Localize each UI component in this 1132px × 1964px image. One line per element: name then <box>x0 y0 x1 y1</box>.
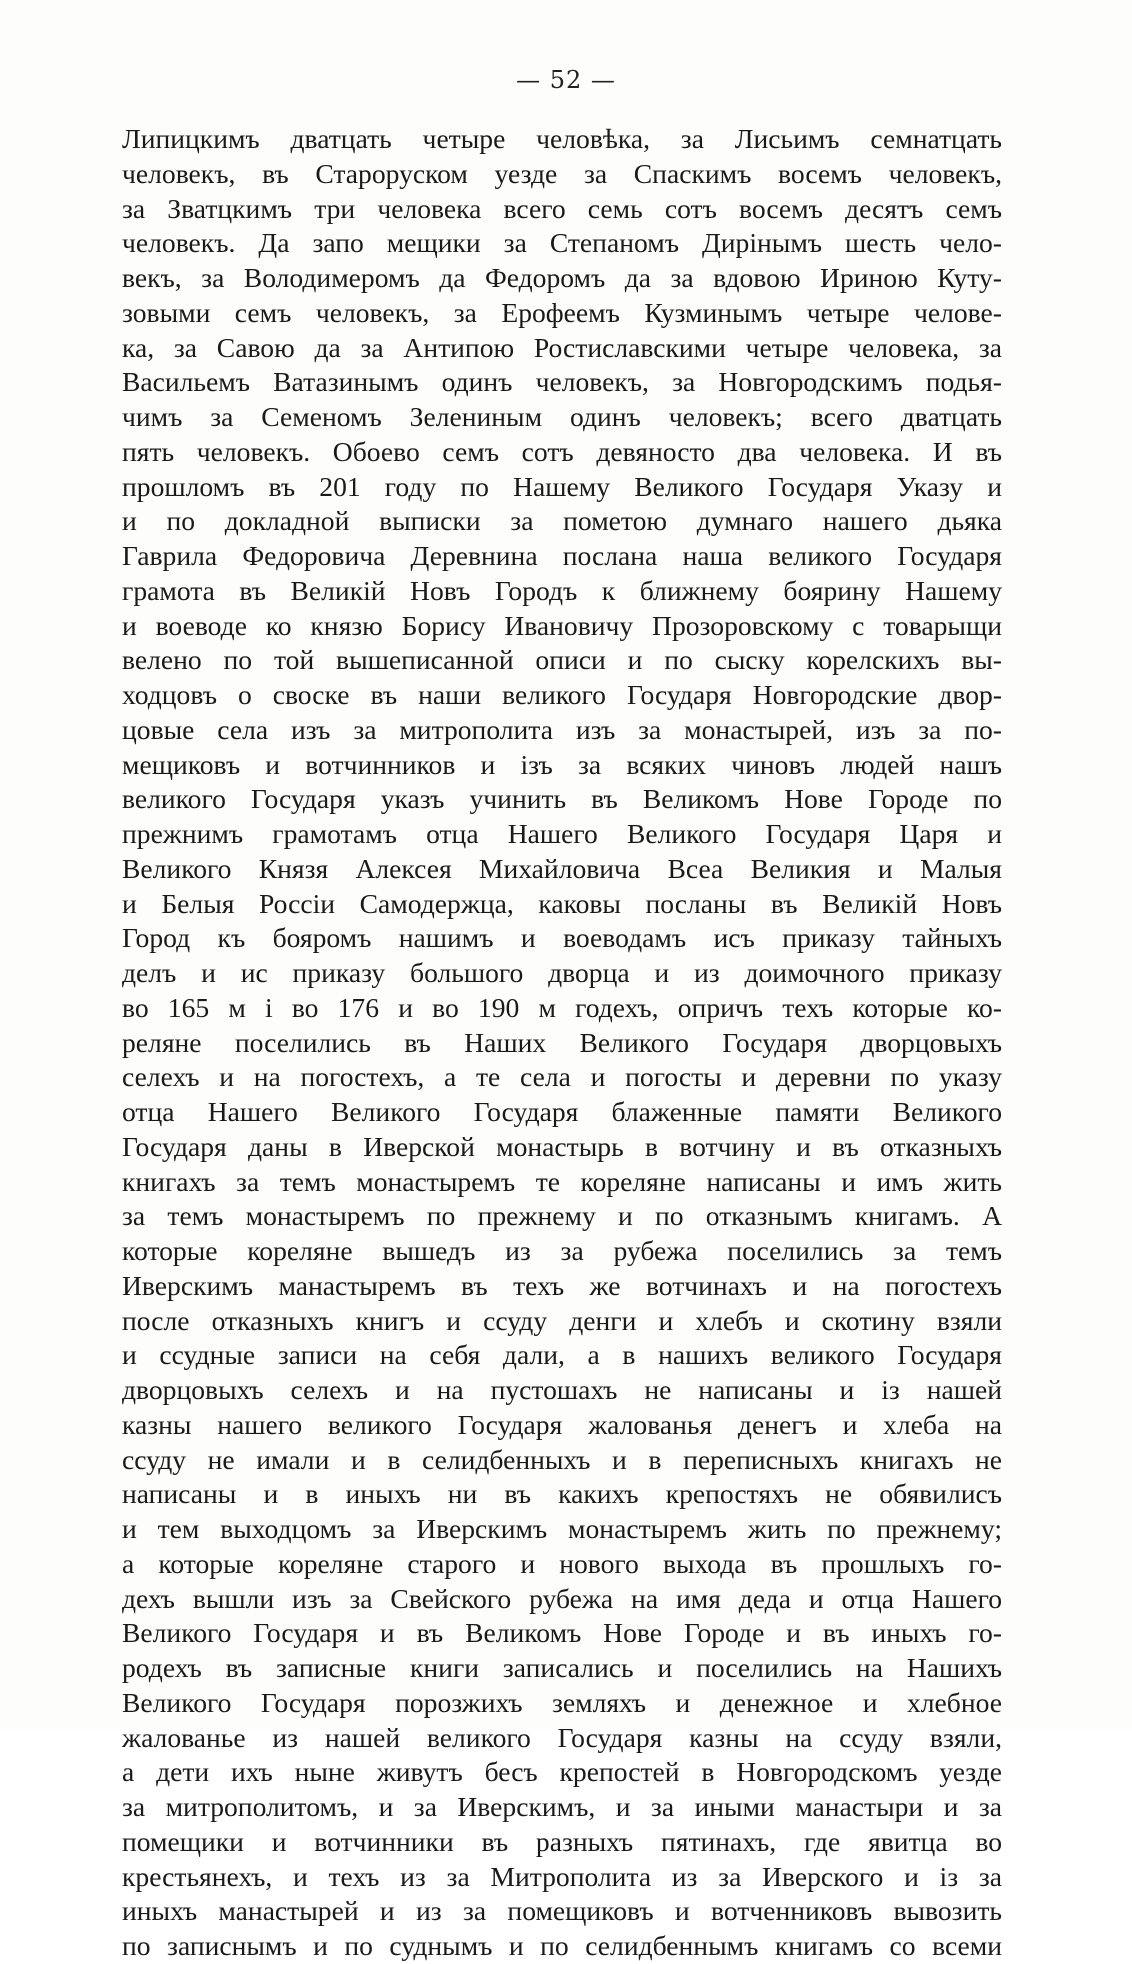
page-number: — 52 — <box>516 66 616 94</box>
text-line: и ссудные записи на себя дали, а в нашихъ великого Государя <box>122 1339 1002 1371</box>
text-line: зовыми семъ человекъ, за Ерофеемъ Кузминымъ четыре челове- <box>122 296 1002 328</box>
text-line: Город къ бояромъ нашимъ и воеводамъ исъ приказу тайныхъ <box>122 922 1002 954</box>
text-line: крестьянехъ, и техъ из за Митрополита из за Иверского и iз за <box>122 1860 1002 1892</box>
text-line: ходцовъ о своске въ наши великого Государя Новгородские двор- <box>122 679 1002 710</box>
text-line: Иверскимъ манастыремъ въ техъ же вотчинахъ и на погостехъ <box>122 1269 1002 1301</box>
text-line: после отказныхъ книгъ и ссуду денги и хлебъ и скотину взяли <box>122 1304 1002 1336</box>
text-line: прошломъ въ 201 году по Нашему Великого Государя Указу и <box>122 470 1002 502</box>
text-line: ссуду не имали и в селидбенныхъ и в переписныхъ книгахъ не <box>122 1443 1002 1475</box>
text-line: человекъ, въ Староруском уезде за Спаскимъ восемъ человекъ, <box>122 157 1002 189</box>
text-line: во 165 м i во 176 и во 190 м годехъ, опричъ техъ которые ко- <box>122 991 1002 1023</box>
text-line: и тем выходцомъ за Иверскимъ монастыремъ жить по прежнему; <box>122 1513 1002 1544</box>
text-line: делъ и ис приказу большого дворца и из доимочного приказу <box>122 957 1002 988</box>
text-line: мещиковъ и вотчинников и iзъ за всяких чиновъ людей нашъ <box>122 748 1002 780</box>
text-line: а которые кореляне старого и нового выхода въ прошлыхъ го- <box>122 1547 1002 1579</box>
text-line: прежнимъ грамотамъ отца Нашего Великого Государя Царя и <box>122 818 1002 849</box>
text-line: грамота въ Великiй Новъ Городъ к ближнему боярину Нашему <box>122 574 1002 606</box>
text-line: великого Государя указъ учинить въ Великомъ Нове Городе по <box>122 783 1002 815</box>
text-line: помещики и вотчинники въ разныхъ пятинахъ, где явитца во <box>122 1825 1002 1857</box>
text-line: ка, за Савою да за Антипою Ростиславскими четыре человека, за <box>122 331 1002 363</box>
text-line: чимъ за Семеномъ Зелениным одинъ человекъ; всего дватцать <box>122 401 1002 432</box>
text-line: Государя даны в Иверской монастырь в вотчину и въ отказныхъ <box>122 1130 1002 1162</box>
body-text <box>122 122 1002 1964</box>
text-line: казны нашего великого Государя жалованья денегъ и хлеба на <box>122 1408 1002 1440</box>
text-line: Васильемъ Ватазинымъ одинъ человекъ, за Новгородскимъ подья- <box>122 366 1002 398</box>
text-line: велено по той вышеписанной описи и по сыску корелскихъ вы- <box>122 644 1002 676</box>
text-line: и по докладной выписки за пометою думнаго нашего дьяка <box>122 505 1002 537</box>
text-line: и Белыя Россiи Самодержца, каковы посланы въ Великiй Новъ <box>122 887 1002 919</box>
text-line: человекъ. Да запо мещики за Степаномъ Дирiнымъ шесть чело- <box>122 227 1002 259</box>
text-line: Липицкимъ дватцать четыре человѣка, за Лисьимъ семнатцать <box>122 123 1002 154</box>
text-line: за темъ монастыремъ по прежнему и по отказнымъ книгамъ. А <box>122 1200 1002 1232</box>
text-line: дехъ вышли изъ за Свейского рубежа на имя деда и отца Нашего <box>122 1582 1002 1614</box>
text-line: реляне поселились въ Наших Великого Государя дворцовыхъ <box>122 1026 1002 1058</box>
text-line: Великого Государя порозжихъ земляхъ и денежное и хлебное <box>122 1686 1002 1718</box>
text-line: за Зватцкимъ три человека всего семь сотъ восемъ десятъ семъ <box>122 192 1002 224</box>
text-line: книгахъ за темъ монастыремъ те кореляне написаны и имъ жить <box>122 1165 1002 1197</box>
text-line: жалованье из нашей великого Государя казны на ссуду взяли, <box>122 1721 1002 1753</box>
text-line: написаны и в иныхъ ни въ какихъ крепостяхъ не обявилисъ <box>122 1478 1002 1510</box>
text-line: дворцовыхъ селехъ и на пустошахъ не написаны и iз нашей <box>122 1374 1002 1405</box>
text-line: Великого Государя и въ Великомъ Нове Городе и въ иныхъ го- <box>122 1617 1002 1649</box>
text-line: которые кореляне вышедъ из за рубежа поселились за темъ <box>122 1235 1002 1266</box>
text-line: и воеводе ко князю Борису Ивановичу Прозоровскому с товарыщи <box>122 609 1002 641</box>
text-line: иныхъ манастырей и из за помещиковъ и вотченниковъ вывозить <box>122 1895 1002 1927</box>
text-line: векъ, за Володимеромъ да Федоромъ да за вдовою Ириною Куту- <box>122 262 1002 293</box>
text-line: Великого Князя Алексея Михайловича Всеа Великия и Малыя <box>122 852 1002 884</box>
text-line: селехъ и на погостехъ, а те села и погосты и деревни по указу <box>122 1061 1002 1093</box>
text-line: отца Нашего Великого Государя блаженные памяти Великого <box>122 1096 1002 1127</box>
text-line: пять человекъ. Обоево семъ сотъ девяносто два человека. И въ <box>122 435 1002 467</box>
text-line: Гаврила Федоровича Деревнина послана наша великого Государя <box>122 540 1002 571</box>
text-line: родехъ въ записные книги записались и поселились на Нашихъ <box>122 1652 1002 1683</box>
text-line: цовые села изъ за митрополита изъ за монастырей, изъ за по- <box>122 713 1002 745</box>
text-line: за митрополитомъ, и за Иверскимъ, и за иными манастыри и за <box>122 1791 1002 1822</box>
text-line: по записнымъ и по суднымъ и по селидбеннымъ книгамъ со всеми <box>122 1930 1002 1961</box>
text-line: а дети ихъ ныне живутъ бесъ крепостей в Новгородскомъ уезде <box>122 1756 1002 1788</box>
